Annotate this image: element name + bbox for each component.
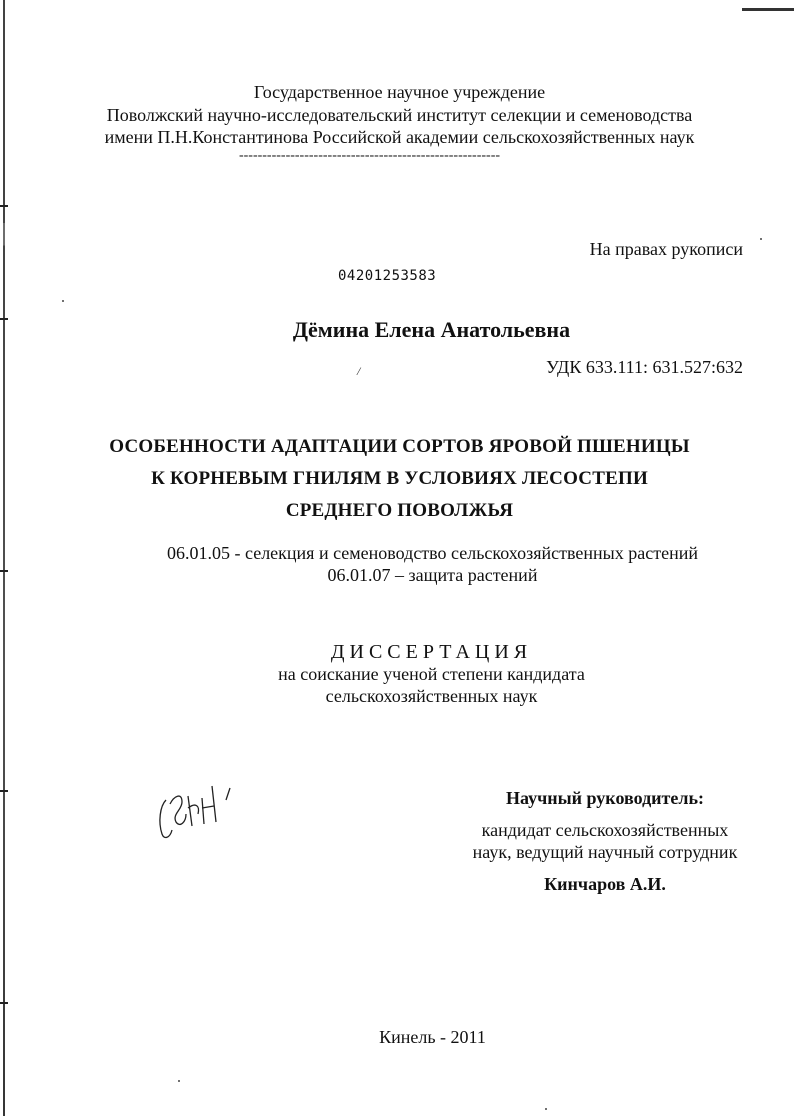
scan-tick xyxy=(0,205,8,207)
institution-line-3: имени П.Н.Константинова Российской академии сельскохозяйственных наук xyxy=(104,127,695,147)
specialty-line-1: 06.01.05 - селекция и семеноводство сельскохозяйственных растений xyxy=(167,543,698,563)
institution-line-1: Государственное научное учреждение xyxy=(253,82,546,102)
degree-line-2: сельскохозяйственных наук xyxy=(325,686,538,706)
udk-code: УДК 633.111: 631.527:632 xyxy=(546,357,743,377)
advisor-name: Кинчаров А.И. xyxy=(544,874,666,894)
scan-edge-top xyxy=(742,8,794,11)
scan-tick xyxy=(0,1002,8,1004)
handwritten-signature xyxy=(152,778,242,842)
scan-dot xyxy=(760,238,762,240)
title-line-2: К КОРНЕВЫМ ГНИЛЯМ В УСЛОВИЯХ ЛЕСОСТЕПИ xyxy=(151,468,648,489)
scan-tick xyxy=(0,318,8,320)
dissertation-heading: ДИССЕРТАЦИЯ xyxy=(330,641,533,663)
header-separator: -------------------------------------------------------- xyxy=(238,148,501,163)
scan-dot xyxy=(62,300,64,302)
title-line-3: СРЕДНЕГО ПОВОЛЖЬЯ xyxy=(285,500,514,521)
degree-line-1: на соискание ученой степени кандидата xyxy=(278,664,585,684)
advisor-degree-line-1: кандидат сельскохозяйственных xyxy=(481,820,729,840)
serial-number: 04201253583 xyxy=(338,268,437,284)
advisor-label: Научный руководитель: xyxy=(506,788,704,808)
author-name: Дёмина Елена Анатольевна xyxy=(292,317,571,342)
title-line-1: ОСОБЕННОСТИ АДАПТАЦИИ СОРТОВ ЯРОВОЙ ПШЕНИЦЫ xyxy=(109,436,690,457)
stray-mark: / xyxy=(357,364,361,378)
specialty-line-2: 06.01.07 – защита растений xyxy=(327,565,538,585)
scan-dot xyxy=(545,1108,547,1110)
place-and-year: Кинель - 2011 xyxy=(379,1027,486,1047)
scan-tick xyxy=(0,790,8,792)
advisor-degree-line-2: наук, ведущий научный сотрудник xyxy=(472,842,738,862)
manuscript-note: На правах рукописи xyxy=(589,239,743,259)
scan-dot xyxy=(178,1080,180,1082)
scan-tick xyxy=(0,570,8,572)
institution-line-2: Поволжский научно-исследовательский институт селекции и семеноводства xyxy=(106,105,693,125)
scan-edge xyxy=(3,0,5,1116)
